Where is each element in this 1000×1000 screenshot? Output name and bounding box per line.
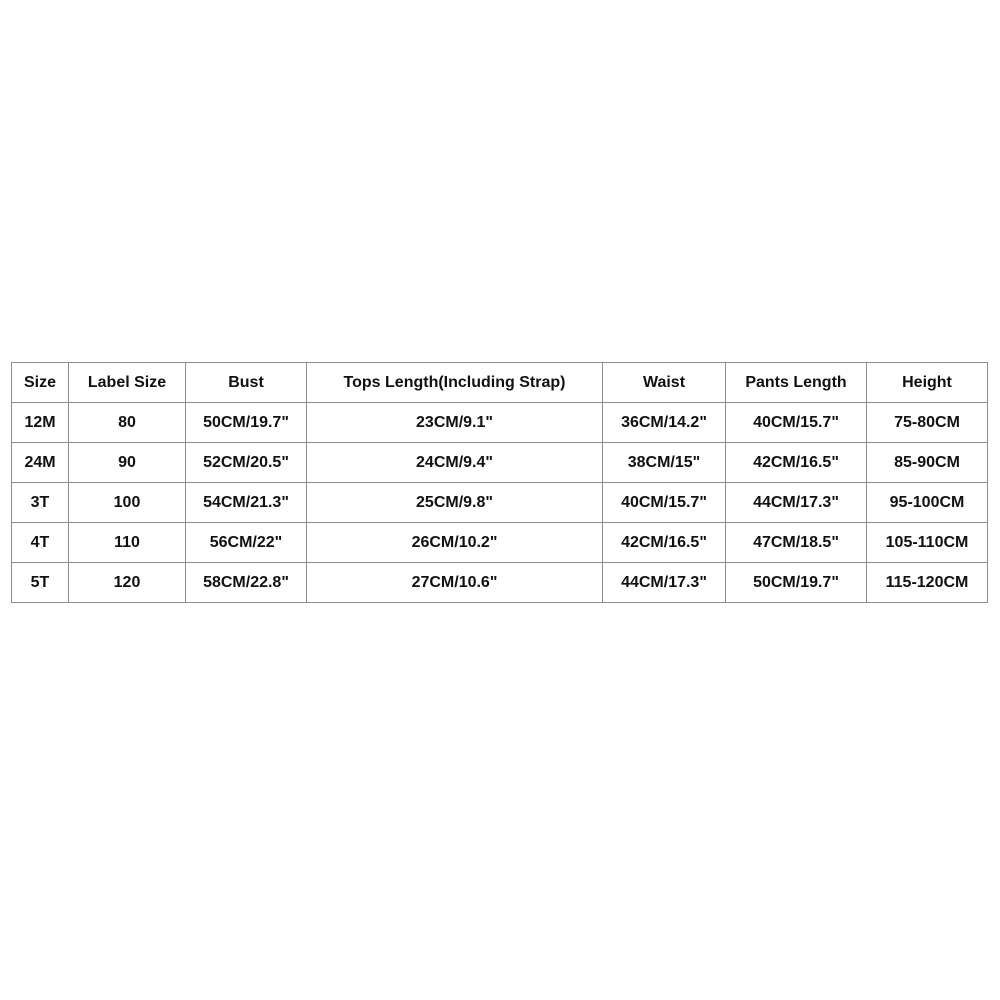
cell-size: 12M [12,403,69,443]
table-row [12,523,988,563]
header-bust: Bust [186,363,307,403]
cell-pants-length: 42CM/16.5" [726,443,867,483]
cell-height: 105-110CM [867,523,988,563]
header-label-size: Label Size [69,363,186,403]
table-row [12,563,988,603]
cell-height: 115-120CM [867,563,988,603]
cell-label-size: 120 [69,563,186,603]
cell-waist: 36CM/14.2" [603,403,726,443]
cell-tops-length: 26CM/10.2" [307,523,603,563]
cell-height: 85-90CM [867,443,988,483]
cell-waist: 42CM/16.5" [603,523,726,563]
cell-waist: 40CM/15.7" [603,483,726,523]
cell-tops-length: 24CM/9.4" [307,443,603,483]
cell-tops-length: 27CM/10.6" [307,563,603,603]
cell-size: 5T [12,563,69,603]
cell-bust: 52CM/20.5" [186,443,307,483]
cell-height: 75-80CM [867,403,988,443]
cell-waist: 38CM/15" [603,443,726,483]
cell-pants-length: 40CM/15.7" [726,403,867,443]
cell-pants-length: 50CM/19.7" [726,563,867,603]
cell-size: 3T [12,483,69,523]
header-pants-length: Pants Length [726,363,867,403]
cell-bust: 58CM/22.8" [186,563,307,603]
cell-label-size: 80 [69,403,186,443]
cell-height: 95-100CM [867,483,988,523]
cell-tops-length: 25CM/9.8" [307,483,603,523]
cell-bust: 54CM/21.3" [186,483,307,523]
cell-label-size: 110 [69,523,186,563]
cell-pants-length: 47CM/18.5" [726,523,867,563]
cell-bust: 56CM/22" [186,523,307,563]
cell-size: 4T [12,523,69,563]
header-tops-length: Tops Length(Including Strap) [307,363,603,403]
cell-tops-length: 23CM/9.1" [307,403,603,443]
cell-bust: 50CM/19.7" [186,403,307,443]
header-size: Size [12,363,69,403]
cell-label-size: 90 [69,443,186,483]
header-waist: Waist [603,363,726,403]
cell-pants-length: 44CM/17.3" [726,483,867,523]
header-height: Height [867,363,988,403]
table-row [12,483,988,523]
table-row [12,443,988,483]
cell-waist: 44CM/17.3" [603,563,726,603]
cell-size: 24M [12,443,69,483]
cell-label-size: 100 [69,483,186,523]
size-chart-table [11,362,988,603]
table-row [12,403,988,443]
header-row [12,363,988,403]
